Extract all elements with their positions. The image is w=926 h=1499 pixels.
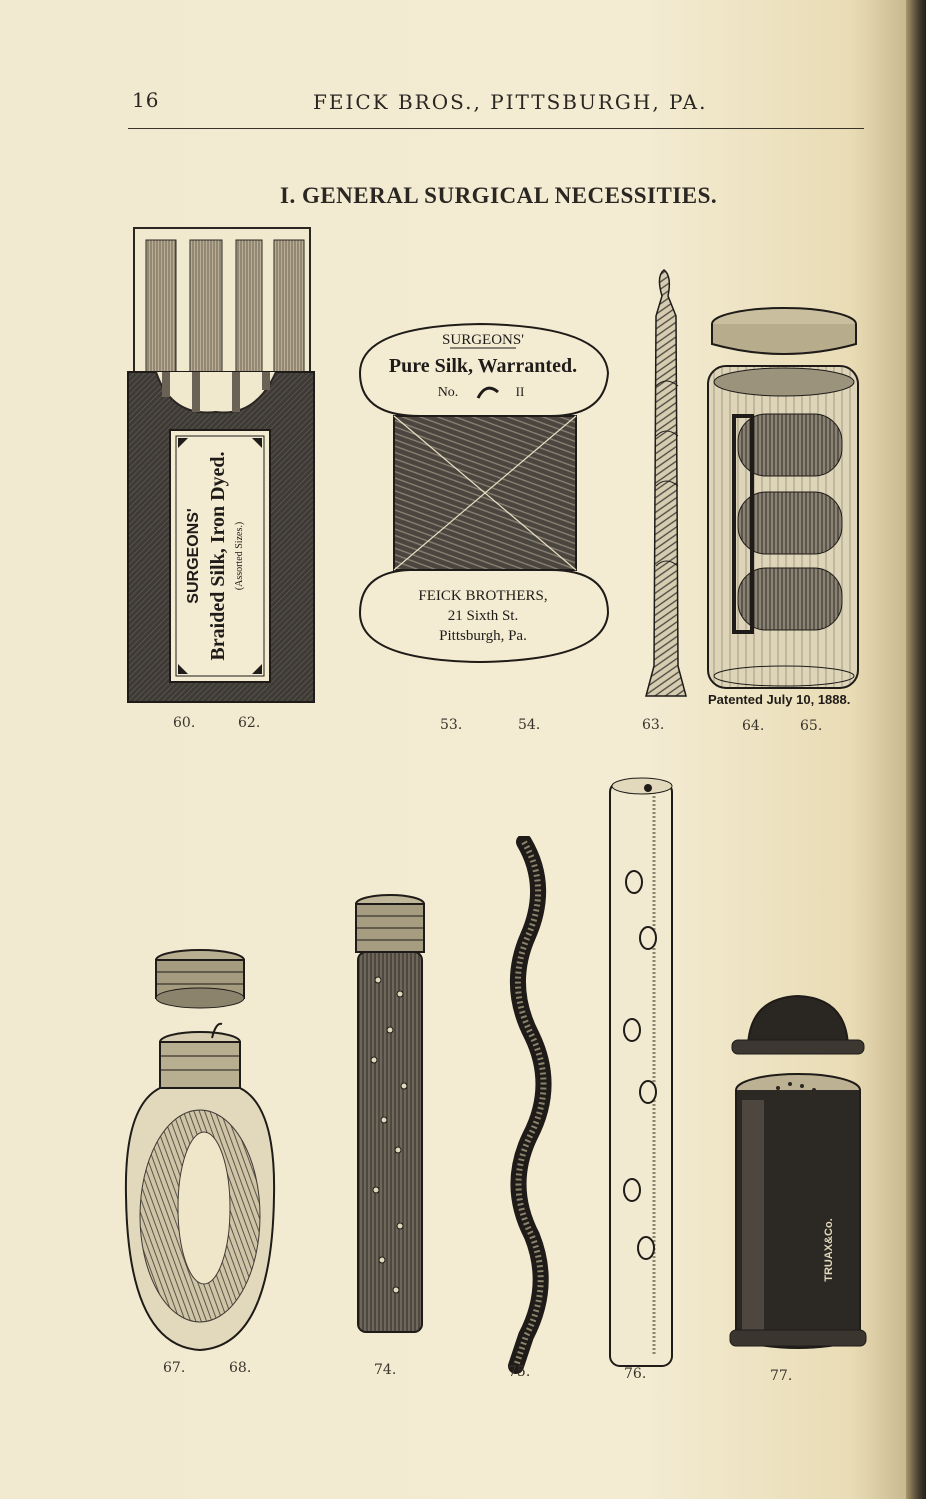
caption-75: 75. — [508, 1364, 531, 1380]
silk-jar-dispenser-illustration — [704, 306, 864, 696]
packet-label-line1: SURGEONS' — [185, 508, 202, 604]
silk-spool-card-illustration — [350, 318, 620, 668]
running-head: FEICK BROS., PITTSBURGH, PA. — [313, 90, 708, 114]
section-title: I. GENERAL SURGICAL NECESSITIES. — [280, 183, 718, 208]
caption-65: 65. — [800, 718, 823, 734]
spool-line2: Pure Silk, Warranted. — [388, 355, 578, 377]
caption-67: 67. — [163, 1360, 186, 1376]
spool-bottom-line2: 21 Sixth St. — [447, 608, 519, 624]
header-rule — [128, 128, 864, 129]
silk-bottle-illustration — [120, 946, 280, 1356]
caption-77: 77. — [770, 1368, 793, 1384]
spool-bottom-line3: Pittsburgh, Pa. — [439, 628, 527, 644]
spool-bottom-line1: FEICK BROTHERS, — [418, 588, 548, 604]
spool-number: II — [515, 384, 525, 399]
twisted-silk-skein-illustration — [636, 266, 696, 706]
caption-76: 76. — [624, 1366, 647, 1382]
spool-line1: SURGEONS' — [442, 332, 524, 348]
packet-label-line3: (Assorted Sizes.) — [234, 521, 245, 591]
perforated-tube-illustration — [350, 890, 430, 1340]
spool-no-label: No. — [437, 385, 459, 400]
truax-canister-illustration — [728, 990, 868, 1370]
braided-silk-packet-illustration — [126, 222, 316, 712]
canister-brand: TRUAX&Co. — [823, 1218, 835, 1282]
caption-60: 60. — [173, 715, 196, 731]
caption-62: 62. — [238, 715, 261, 731]
glass-drainage-tube-illustration — [604, 772, 684, 1372]
book-spine-shadow — [906, 0, 926, 1499]
page-number: 16 — [132, 88, 160, 112]
caption-74: 74. — [374, 1362, 397, 1378]
packet-label-line2: Braided Silk, Iron Dyed. — [207, 451, 229, 661]
caption-64: 64. — [742, 718, 765, 734]
caption-68: 68. — [229, 1360, 252, 1376]
caption-53: 53. — [440, 717, 463, 733]
wavy-drainage-tube-illustration — [500, 836, 560, 1376]
patent-notice: Patented July 10, 1888. — [708, 692, 851, 707]
caption-63: 63. — [642, 717, 665, 733]
caption-54: 54. — [518, 717, 541, 733]
